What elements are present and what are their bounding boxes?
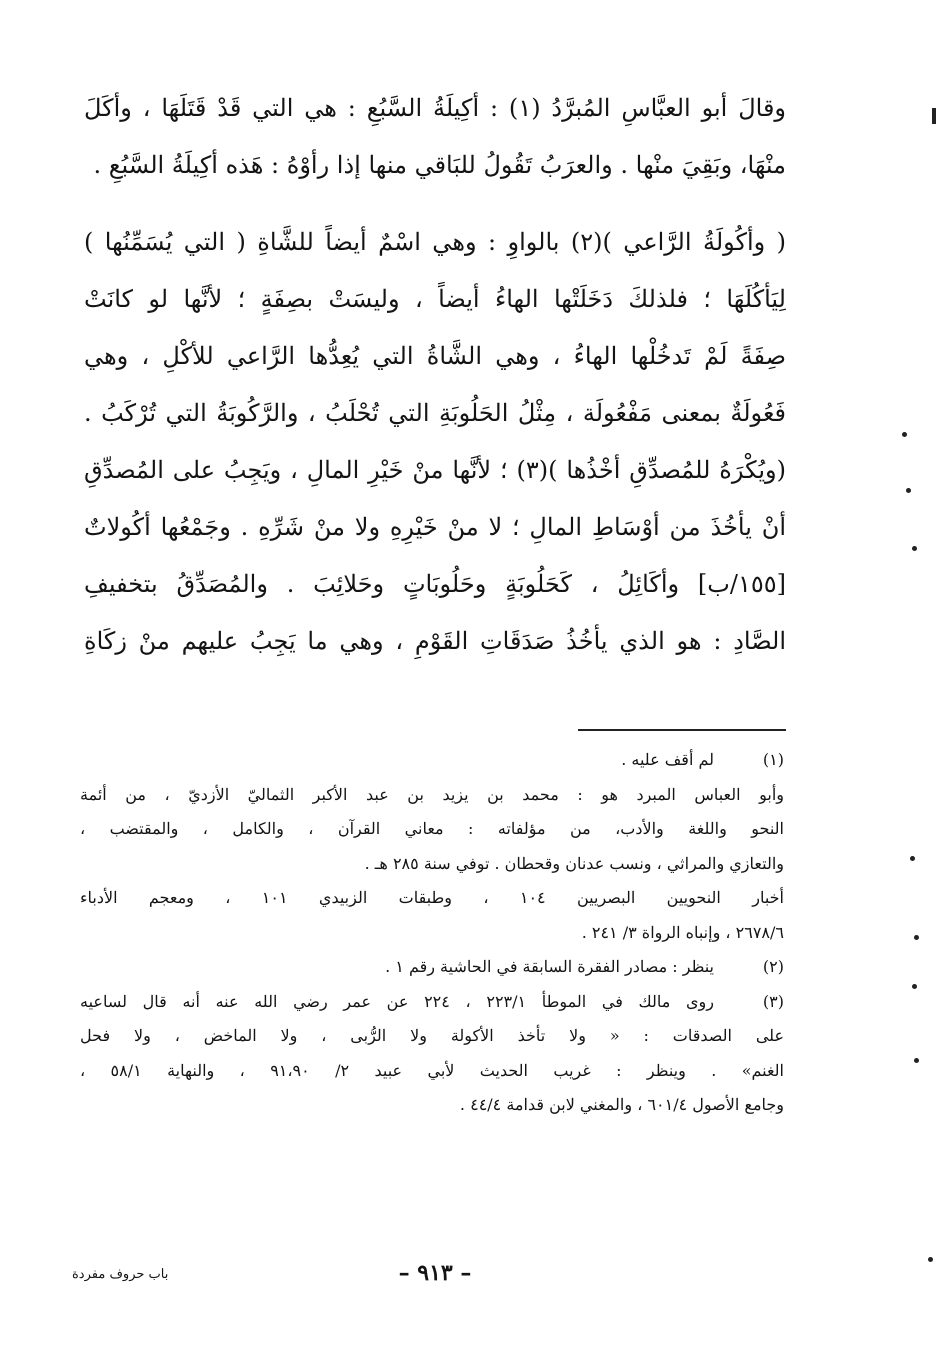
footnote-line: والتعازي والمراثي ، ونسب عدنان وقحطان . توفي سنة ٢٨٥ هـ . (364, 853, 784, 873)
footnote-line: الغنم» . وينظر : غريب الحديث لأبي عبيد ٢/ ٩١،٩٠ ، والنهاية ٥٨/١ ، (80, 1060, 784, 1080)
main-text (84, 80, 786, 670)
footnote-body (80, 985, 784, 1123)
scan-speck (910, 856, 915, 861)
scan-speck (906, 488, 911, 493)
scan-speck (928, 1257, 933, 1262)
main-line: فَعُولَةٌ بمعنى مَفْعُولَة ، مِثْلُ الحَلُوبَةِ التي تُحْلَبُ ، والرَّكُوبَةُ التي تُرْكَبُ . (84, 399, 786, 427)
scan-speck (914, 1058, 919, 1063)
footnote-2 (80, 950, 786, 985)
page-footer (0, 1253, 936, 1293)
main-line: صِفَةً لَمْ تَدخُلْها الهاءُ ، وهي الشَّاةُ التي يُعِدُّها الرَّاعي للأكْلِ ، وهي (84, 342, 786, 370)
main-line: منْهَا، وبَقِيَ منْها . والعرَبُ تَقُولُ للبَاقي منها إذا رأوْهُ : هَذه أكِيلَةُ السَّبُعِ . (93, 151, 786, 179)
footnote-line: النحو واللغة والأدب، من مؤلفاته : معاني القرآن ، والكامل ، والمقتضب ، (80, 819, 784, 838)
page-number: – ٩١٣ – (398, 1260, 472, 1286)
scan-speck (914, 935, 919, 940)
footnote-line: ينظر : مصادر الفقرة السابقة في الحاشية رقم ١ . (385, 957, 714, 976)
footnote-line: وجامع الأصول ٦٠١/٤ ، والمغني لابن قدامة ٤٤/٤ . (459, 1095, 784, 1114)
running-title: باب حروف مفردة (72, 1267, 169, 1282)
main-line: وقالَ أبو العبَّاسِ المُبرَّدُ (١) : أكِيلَةُ السَّبُعِ : هي التي قَدْ قَتَلَهَا ، وأكَلَ (84, 94, 786, 122)
main-line: لِيَأكُلَهَا ؛ فلذلكَ دَخَلَتْها الهاءُ أيضاً ، وليسَتْ بصِفَةٍ ؛ لأنَّها لو كانَتْ (84, 285, 786, 313)
main-line: الصَّادِ : هو الذي يأخُذُ صَدَقَاتِ القَوْمِ ، وهي ما يَجِبُ عليهم منْ زكَاةِ (84, 627, 786, 655)
footnote-line: وأبو العباس المبرد هو : محمد بن يزيد بن عبد الأكبر الثماليّ الأزديّ ، من أئمة (80, 784, 784, 804)
footnote-line: لم أقف عليه . (621, 750, 714, 769)
footnote-number: (١) (762, 750, 784, 769)
edge-mark (932, 108, 936, 124)
footnote-number: (٣) (762, 991, 784, 1011)
main-line: (ويُكْرَهُ للمُصدِّقِ أخْذُها )(٣) ؛ لأنَّها منْ خَيْرِ المالِ ، ويَجِبُ على المُصدِّقِ (84, 456, 786, 484)
footnote-body (80, 950, 714, 985)
main-line: ( وأكُولَةُ الرَّاعي )(٢) بالواوِ : وهي اسْمٌ أيضاً للشَّاةِ ( التي يُسَمِّنُها ) (84, 228, 786, 256)
footnote-3 (80, 985, 786, 1123)
scan-speck (902, 432, 907, 437)
footnotes (80, 743, 786, 1123)
footnote-line: ٢٦٧٨/٦ ، وإنباه الرواة ٣/ ٢٤١ . (581, 922, 784, 942)
scan-speck (912, 546, 917, 551)
footnote-body (80, 743, 784, 950)
footnote-line: روى مالك في الموطأ ٢٢٣/١ ، ٢٢٤ عن عمر رضي الله عنه أنه قال لساعيه (80, 991, 714, 1011)
footnote-number: (٢) (762, 957, 784, 976)
footnote-1 (80, 743, 786, 950)
scan-speck (912, 984, 917, 989)
footnote-line: أخبار النحويين البصريين ١٠٤ ، وطبقات الزبيدي ١٠١ ، ومعجم الأدباء (80, 888, 784, 907)
main-line: [١٥٥/ب] وأكَائِلُ ، كَحَلُوبَةٍ وحَلُوبَاتٍ وحَلائِبَ . والمُصَدِّقُ بتخفيفِ (84, 570, 786, 598)
footnote-line: على الصدقات : « ولا تأخذ الأكولة ولا الرُّبى ، ولا الماخض ، ولا فحل (80, 1026, 784, 1045)
footnote-separator (578, 729, 786, 731)
main-line: أنْ يأخُذَ من أوْسَاطِ المالِ ؛ لا منْ خَيْرِهِ ولا منْ شَرِّهِ . وجَمْعُها أكُولاتٌ (84, 513, 786, 541)
